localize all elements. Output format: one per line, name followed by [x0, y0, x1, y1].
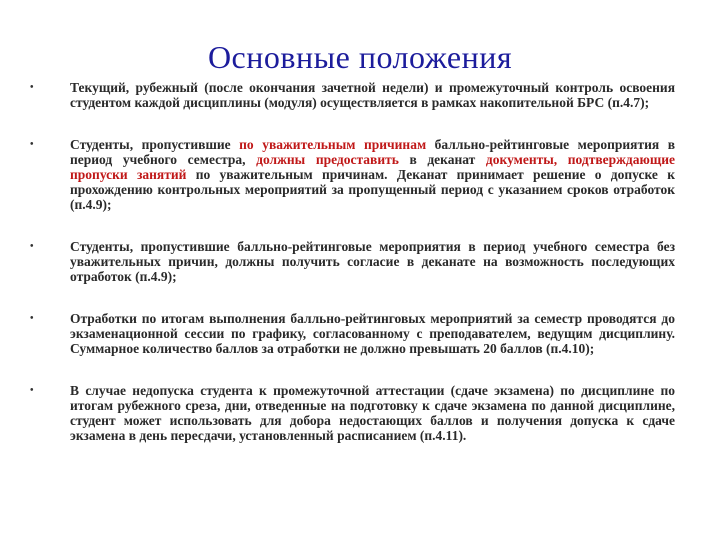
item-text: В случае недопуска студента к промежуточной аттестации (сдаче экзамена) по дисциплине по итогам рубежного среза, дни, отведенные на подготовку к сдаче экзамена по данной дисциплине, студент может использовать для добора недостающих баллов и получения допуска к сдаче экзамена в день пересдачи, установленный расписанием (п.4.11).: [70, 383, 675, 443]
highlighted-text: документы, подтверждающие пропуски занятий: [70, 152, 675, 182]
item-text: Текущий, рубежный (после окончания зачетной недели) и промежуточный контроль освоения студентом каждой дисциплины (модуля) осуществляется в рамках накопительной БРС (п.4.7);: [70, 80, 675, 110]
bullet-icon: •: [30, 385, 34, 396]
highlighted-text: должны предоставить: [256, 152, 399, 167]
bullet-icon: •: [30, 82, 34, 93]
item-text: Отработки по итогам выполнения балльно-рейтинговых мероприятий за семестр проводятся до экзаменационной сессии по графику, согласованному с преподавателем, ведущим дисциплину. Суммарное количество баллов за отработки не должно превышать 20 баллов (п.4.10);: [70, 311, 675, 356]
slide-title: Основные положения: [207, 39, 513, 76]
list-item: [30, 311, 675, 356]
item-text: Студенты, пропустившие: [70, 137, 240, 152]
item-text: Студенты, пропустившие балльно-рейтинговые мероприятия в период учебного семестра без уважительных причин, должны получить согласие в деканате на возможность последующих отработок (п.4.9);: [70, 239, 675, 284]
bullet-icon: •: [30, 139, 34, 150]
bullet-list: [30, 80, 675, 443]
item-text: в деканат: [398, 152, 486, 167]
bullet-icon: •: [30, 241, 34, 252]
bullet-icon: •: [30, 313, 34, 324]
item-text: балльно-рейтинговые мероприятия в период учебного семестра,: [70, 137, 675, 167]
list-item: [30, 80, 675, 110]
list-item: [30, 239, 675, 284]
list-item: [30, 137, 675, 212]
list-item: [30, 383, 675, 443]
highlighted-text: по уважительным причинам: [239, 137, 427, 152]
item-text: по уважительным причинам. Деканат принимает решение о допуске к прохождению контрольных мероприятий за пропущенный период с указанием сроков отработок (п.4.9);: [70, 167, 675, 212]
